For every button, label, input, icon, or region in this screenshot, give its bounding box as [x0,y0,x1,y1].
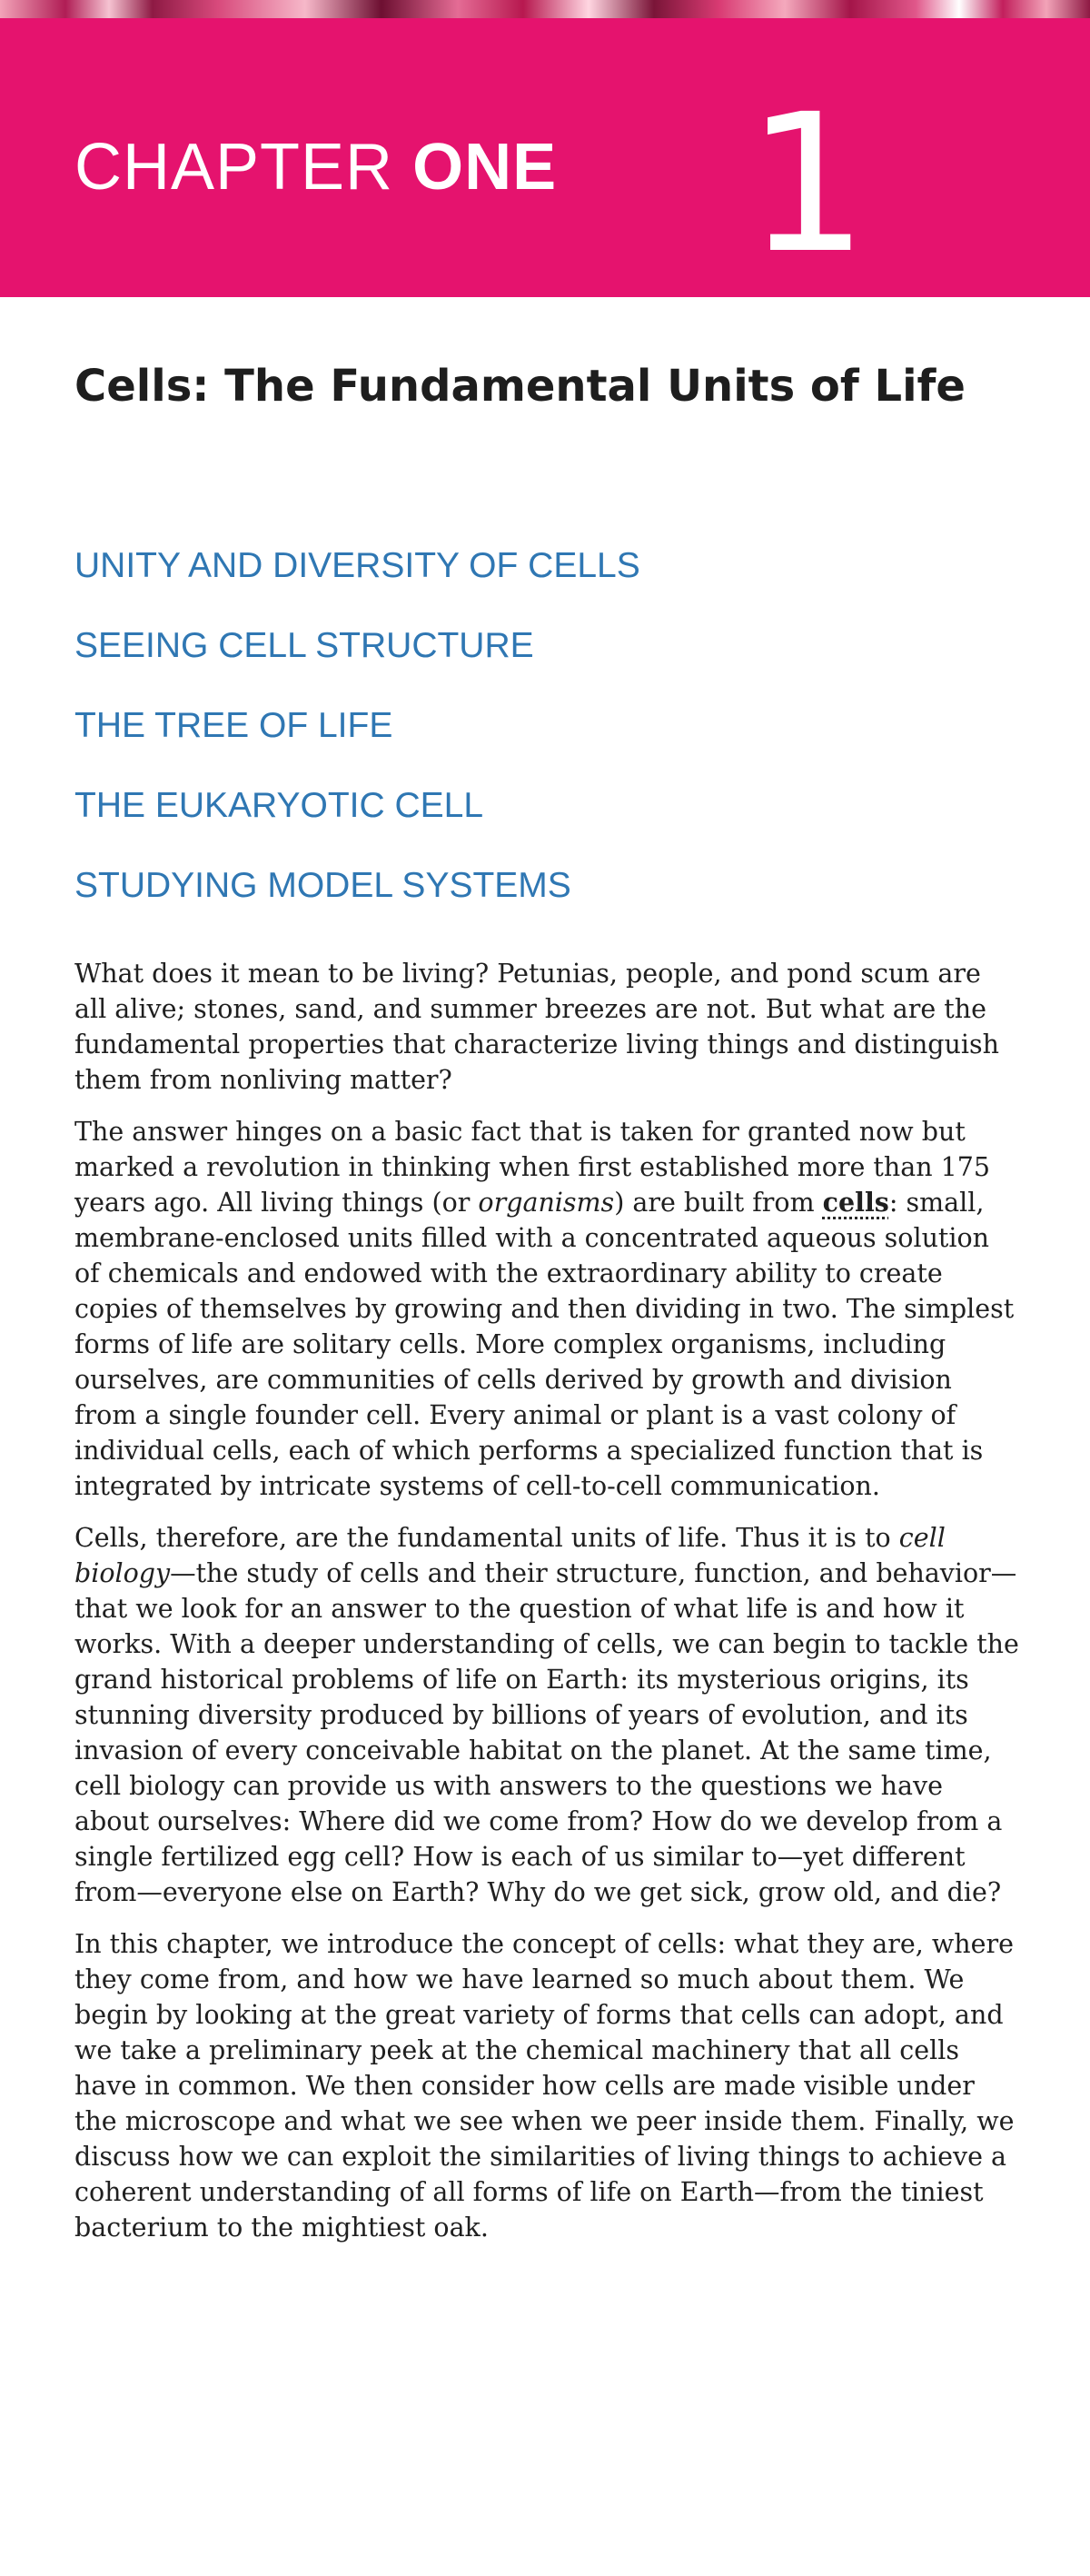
paragraph-3-text-b: —the study of cells and their structure, function, and behavior—that we look for an answer to the question of what life is and how it works. With a deeper understanding of cells, we can begin to tackle the grand historical problems of life on Earth: its mysterious origins, its stunning diversity produced by billions of years of evolution, and its invasion of every conceivable habitat on the planet. At the same time, cell biology can provide us with answers to the questions we have about ourselves: Where did we come from? How do we develop from a single fertilized egg cell? How is each of us similar to—yet different from—everyone else on Earth? Why do we get sick, grow old, and die? [74,1558,1019,1907]
chapter-word: CHAPTER [74,131,394,204]
section-link-eukaryotic-cell[interactable]: THE EUKARYOTIC CELL [74,786,484,825]
chapter-heading [74,131,558,204]
section-link-model-systems[interactable]: STUDYING MODEL SYSTEMS [74,866,571,905]
paragraph-2-text-a: The answer hinges on a basic fact that is taken for granted now but marked a revolution in thinking when first established more than 175 years ago. All living things (or [74,1117,991,1218]
chapter-banner [0,18,1090,297]
paragraph-2 [74,1114,1019,1504]
paragraph-3-text-a: Cells, therefore, are the fundamental units of life. Thus it is to [74,1523,899,1553]
section-link-tree-of-life[interactable]: THE TREE OF LIFE [74,706,393,745]
chapter-word-number: ONE [412,131,558,204]
emphasis-cell-biology: cell biology [74,1523,946,1588]
chapter-number: 1 [747,73,868,295]
decorative-image-strip [0,0,1090,18]
paragraph-1: What does it mean to be living? Petunias, people, and pond scum are all alive; stones, sand, and summer breezes are not. But what are the fundamental properties that characterize living things and distinguish them from nonliving matter? [74,959,999,1095]
paragraph-3 [74,1520,1019,1910]
chapter-title: Cells: The Fundamental Units of Life [74,361,966,412]
emphasis-organisms: organisms [478,1188,615,1218]
glossary-link-cells[interactable]: cells [822,1187,889,1218]
section-link-seeing-cell-structure[interactable]: SEEING CELL STRUCTURE [74,626,534,665]
paragraph-2-text-c: : small, membrane-enclosed units filled with a concentrated aqueous solution of chemicals and endowed with the extraordinary ability to create copies of themselves by growing and then dividing in two. The simplest forms of life are solitary cells. More complex organisms, including ourselves, are communities of cells derived by growth and division from a single founder cell. Every animal or plant is a vast colony of individual cells, each of which performs a specialized function that is integrated by intricate systems of cell-to-cell communication. [74,1188,1015,1501]
body-text [74,956,1019,2262]
section-list [74,541,640,940]
section-link-unity-diversity[interactable]: UNITY AND DIVERSITY OF CELLS [74,546,640,585]
paragraph-2-text-b: ) are built from [614,1188,823,1218]
paragraph-4: In this chapter, we introduce the concept of cells: what they are, where they come from, and how we have learned so much about them. We begin by looking at the great variety of forms that cells can adopt, and we take a preliminary peek at the chemical machinery that all cells have in common. We then consider how cells are made visible under the microscope and what we see when we peer inside them. Finally, we discuss how we can exploit the similarities of living things to achieve a coherent understanding of all forms of life on Earth—from the tiniest bacterium to the mightiest oak. [74,1929,1015,2243]
